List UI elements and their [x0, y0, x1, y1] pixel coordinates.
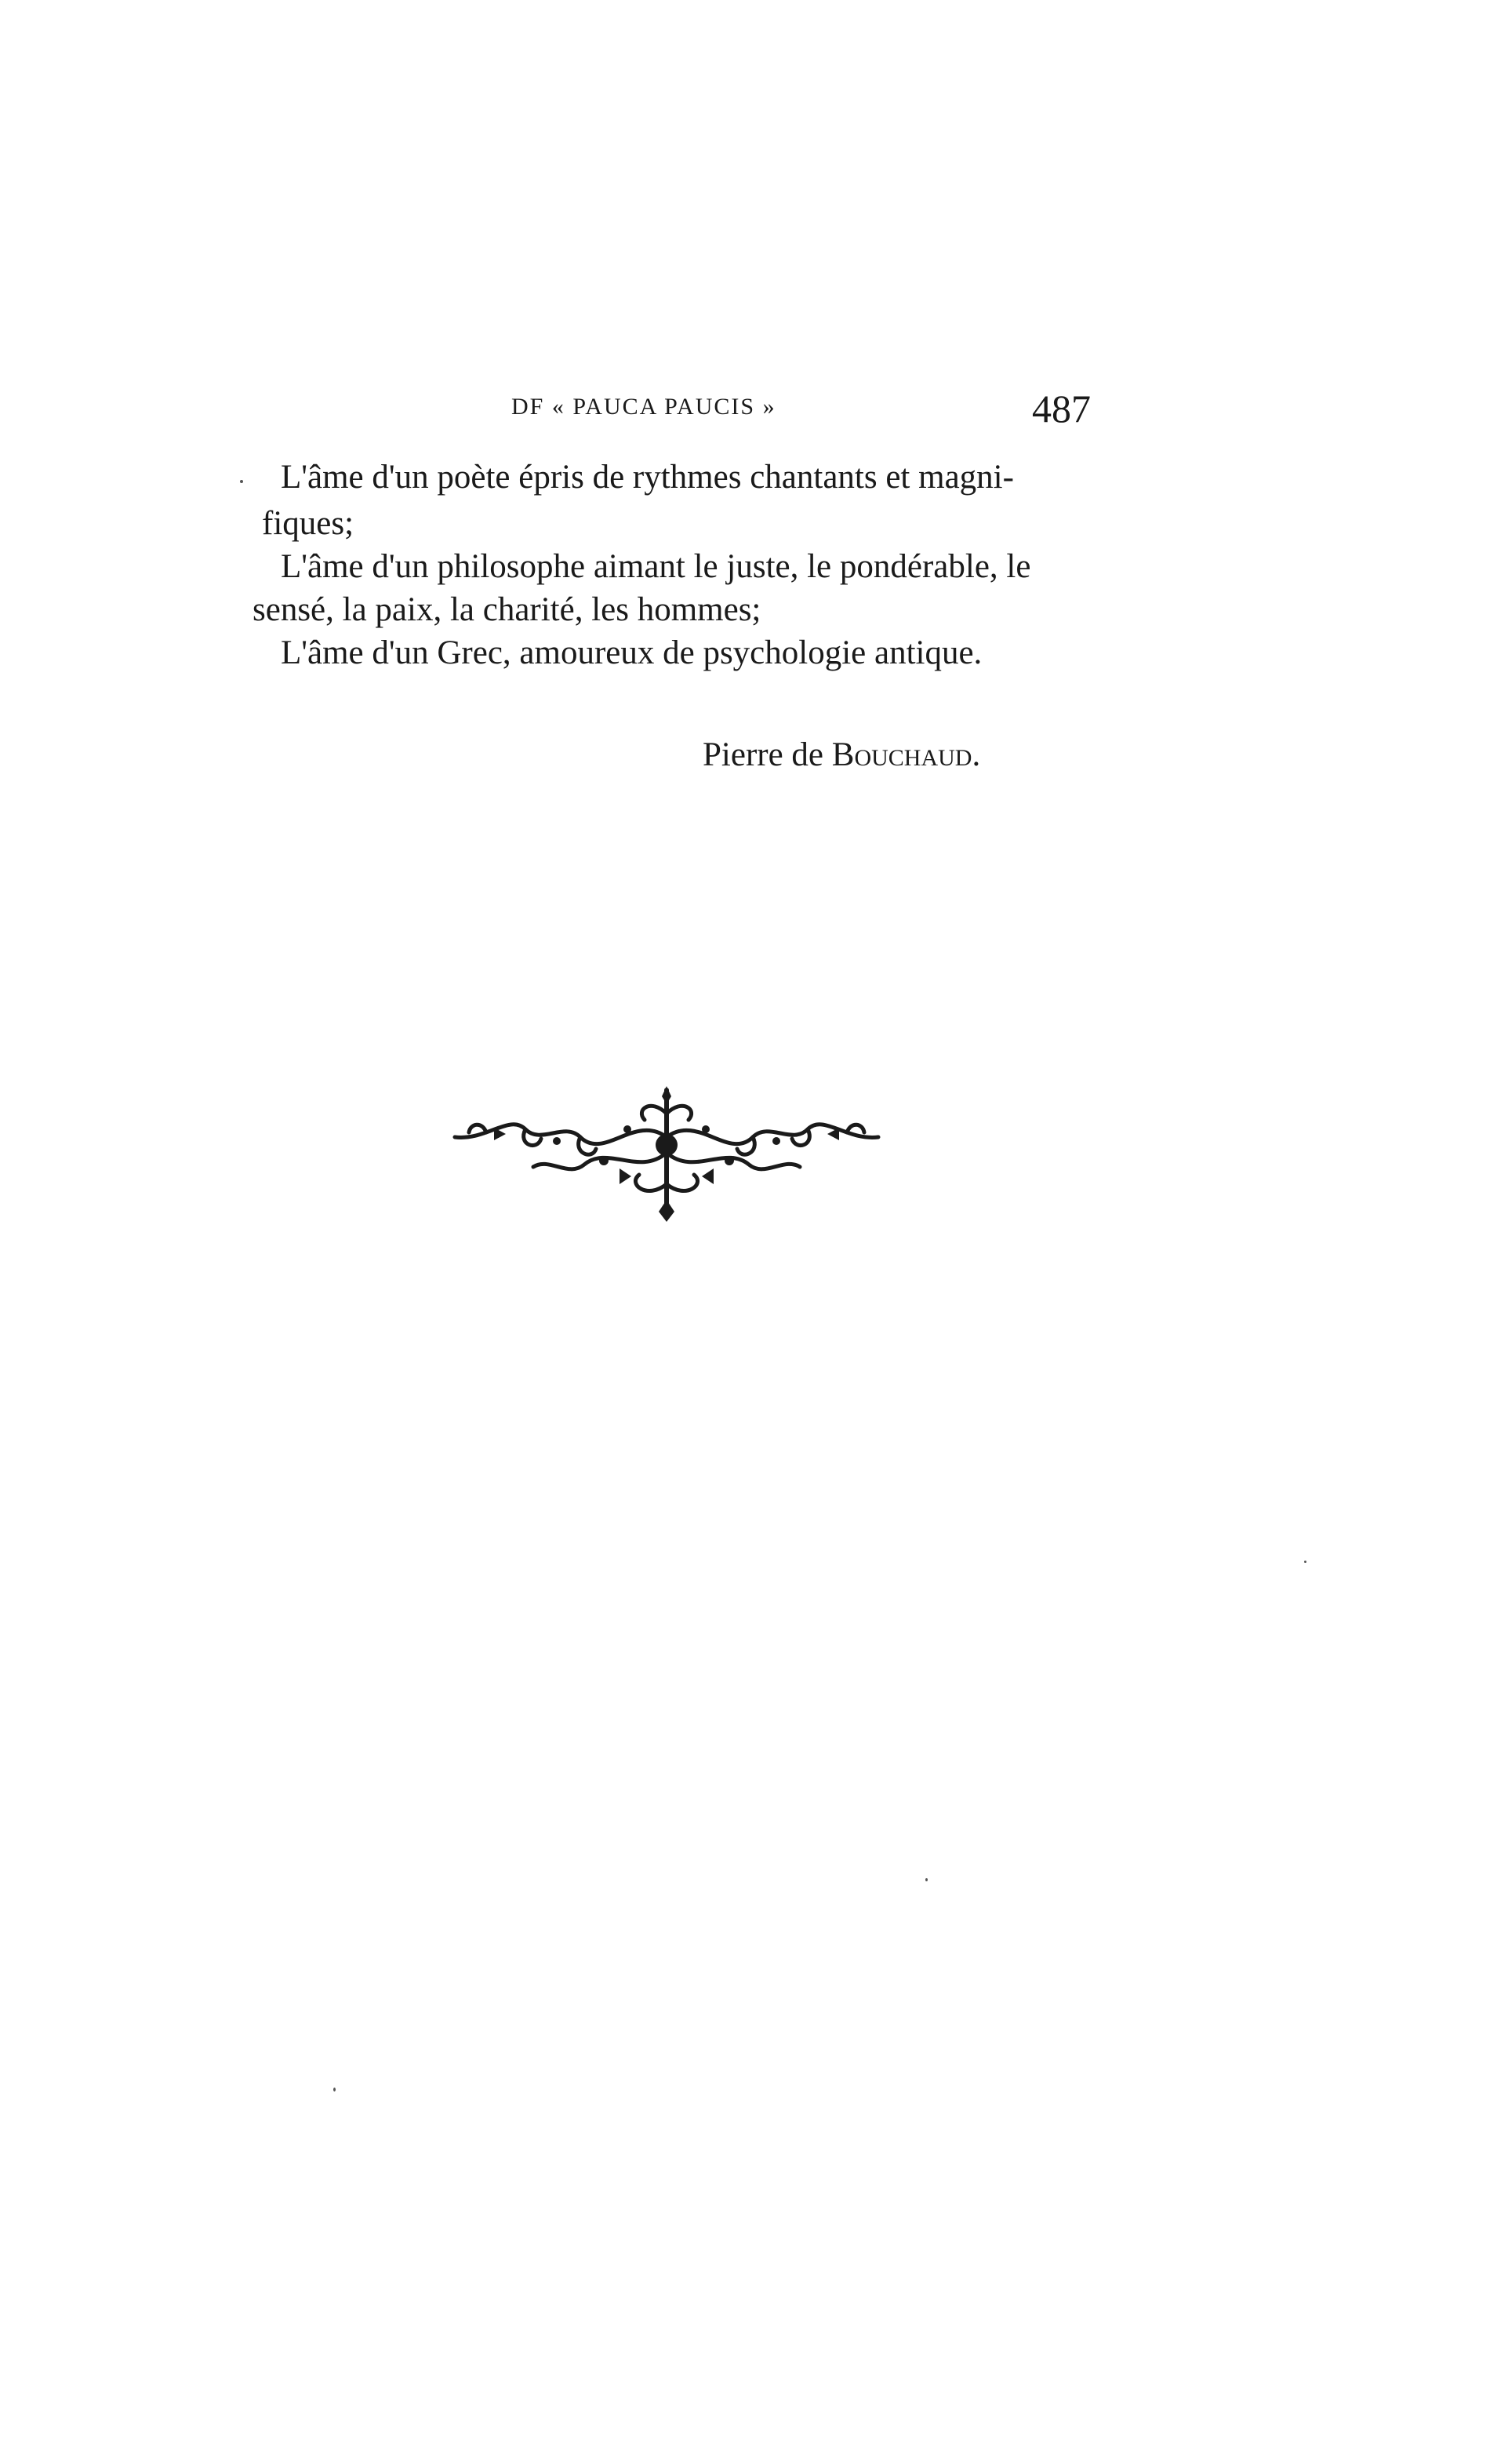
paper-speck: [333, 2088, 336, 2091]
poem-line-5: L'âme d'un Grec, amoureux de psychologie antique.: [281, 634, 983, 671]
floral-vignette-icon: [439, 1082, 894, 1223]
poem-line-4: sensé, la paix, la charité, les hommes;: [253, 591, 761, 628]
page-number: 487: [1032, 387, 1091, 431]
author-signature: [703, 736, 980, 774]
signature-suffix: .: [972, 736, 981, 773]
poem-line-1: L'âme d'un poète épris de rythmes chantants et magni-: [281, 459, 1014, 496]
running-head: DF « PAUCA PAUCIS »: [511, 394, 776, 420]
paper-speck: [1304, 1561, 1306, 1563]
paper-speck: [240, 480, 243, 483]
poem-line-3: L'âme d'un philosophe aimant le juste, le pondérable, le: [281, 548, 1031, 585]
paper-speck: [925, 1878, 928, 1881]
signature-prefix: Pierre de: [703, 736, 832, 773]
signature-name: Bouchaud: [831, 736, 972, 773]
poem-line-2: fiques;: [262, 505, 354, 542]
